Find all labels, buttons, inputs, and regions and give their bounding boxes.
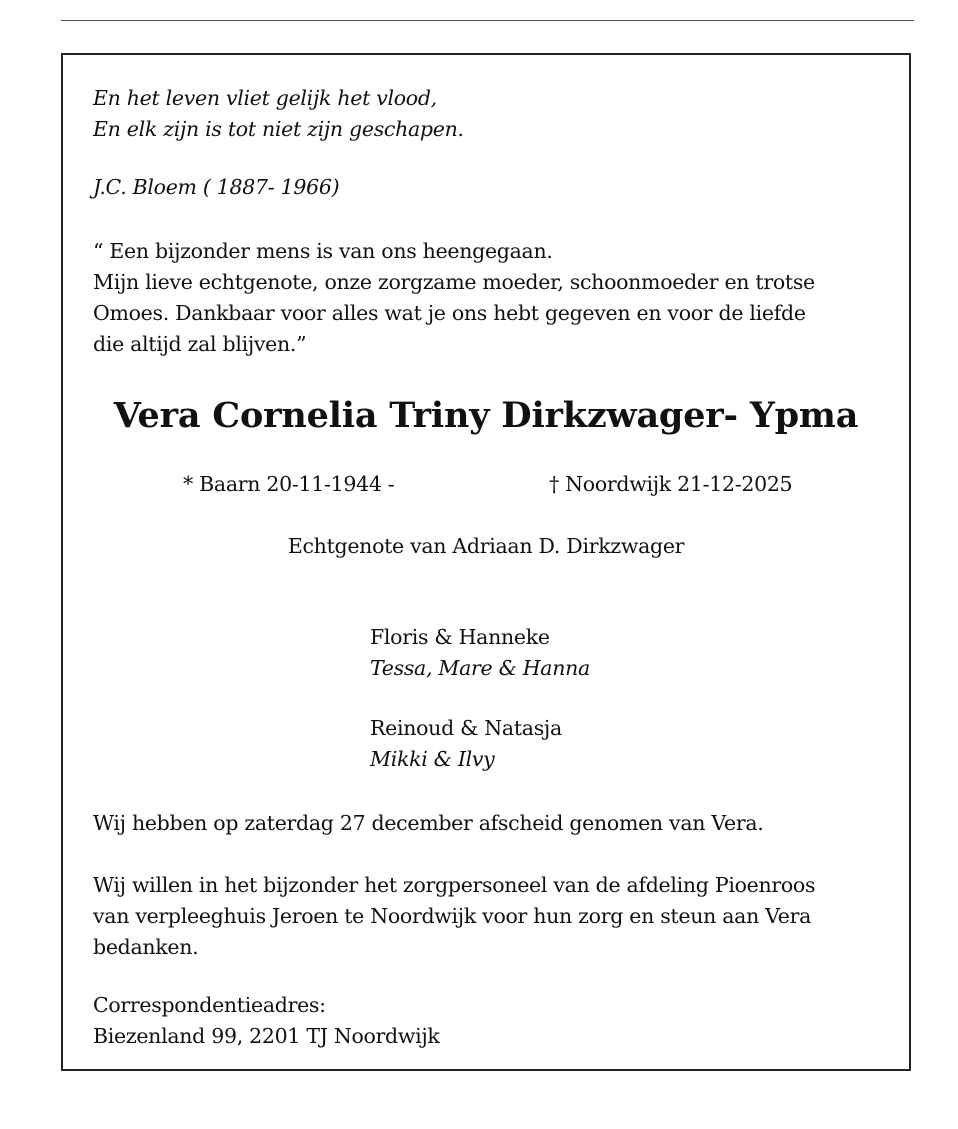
- birth-info: * Baarn 20-11-1944 -: [183, 472, 395, 496]
- thanks-line: Wij willen in het bijzonder het zorgpersoneel van de afdeling Pioenroos: [93, 873, 816, 897]
- poem: [93, 83, 464, 145]
- family-children: Mikki & Ilvy: [370, 747, 495, 771]
- poem-line: En elk zijn is tot niet zijn geschapen.: [93, 117, 464, 141]
- poem-line: En het leven vliet gelijk het vlood,: [93, 86, 437, 110]
- correspondence-address: Biezenland 99, 2201 TJ Noordwijk: [93, 1024, 440, 1048]
- family-names: Floris & Hanneke: [370, 625, 550, 649]
- family-names: Reinoud & Natasja: [370, 716, 562, 740]
- top-divider: [61, 20, 914, 21]
- thanks-line: van verpleeghuis Jeroen te Noordwijk voor hun zorg en steun aan Vera: [93, 904, 812, 928]
- poem-attribution: J.C. Bloem ( 1887- 1966): [93, 175, 340, 199]
- family-children: Tessa, Mare & Hanna: [370, 656, 590, 680]
- death-notice: [61, 53, 911, 1071]
- personal-quote: [93, 236, 815, 360]
- quote-line: die altijd zal blijven.”: [93, 332, 307, 356]
- deceased-name: Vera Cornelia Triny Dirkzwager- Ypma: [113, 395, 859, 436]
- spouse-line: Echtgenote van Adriaan D. Dirkzwager: [287, 534, 685, 558]
- thanks-line: bedanken.: [93, 935, 199, 959]
- farewell-text: Wij hebben op zaterdag 27 december afscheid genomen van Vera.: [93, 811, 764, 835]
- quote-line: Omoes. Dankbaar voor alles wat je ons hebt gegeven en voor de liefde: [93, 301, 806, 325]
- quote-line: Mijn lieve echtgenote, onze zorgzame moeder, schoonmoeder en trotse: [93, 270, 815, 294]
- death-info: † Noordwijk 21-12-2025: [549, 472, 793, 496]
- thanks-text: [93, 870, 815, 963]
- correspondence-label: Correspondentieadres:: [93, 993, 326, 1017]
- quote-line: “ Een bijzonder mens is van ons heengegaan.: [93, 239, 553, 263]
- correspondence: [93, 990, 440, 1052]
